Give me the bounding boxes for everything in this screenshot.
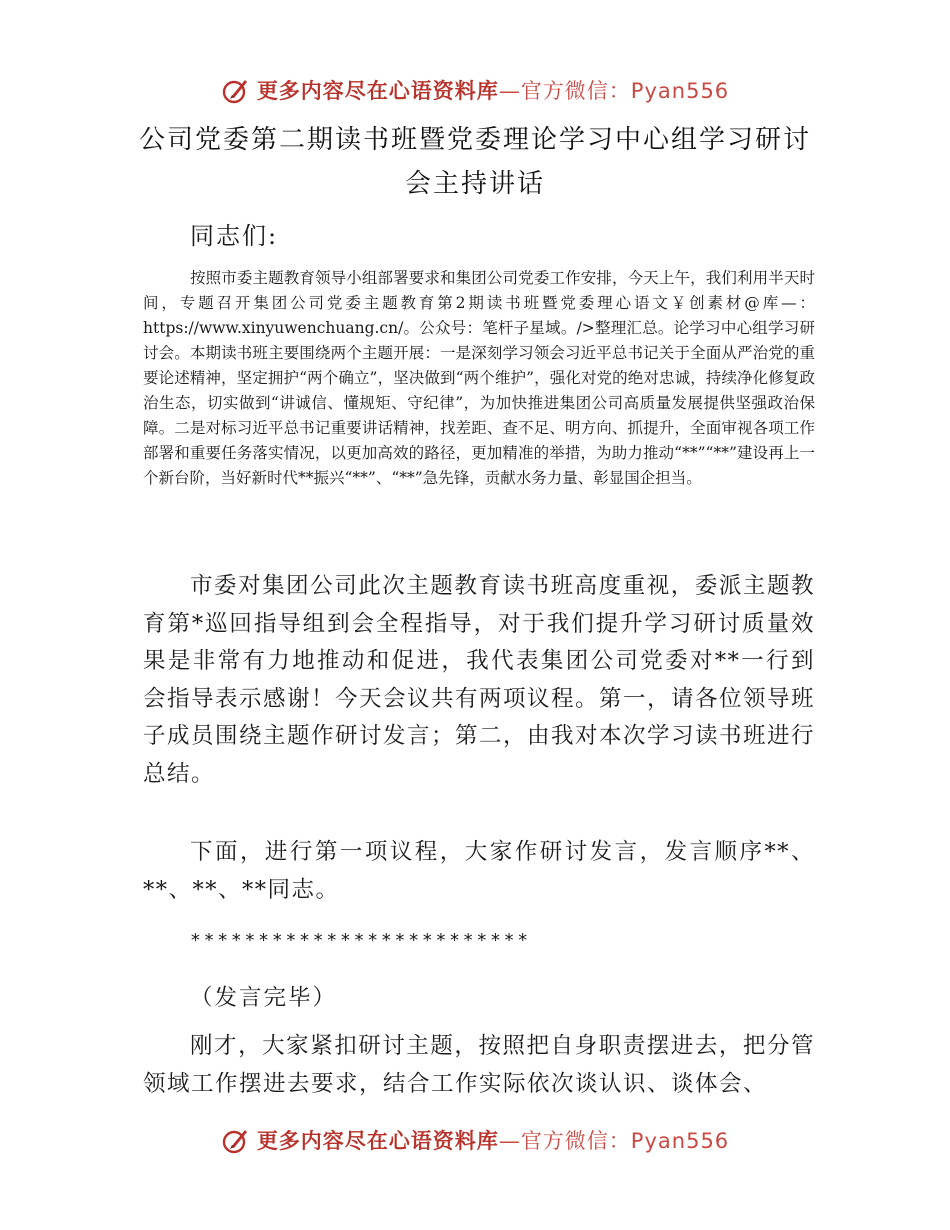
- watermark-contact-text: —官方微信：Pyan556: [498, 1129, 730, 1153]
- paragraph-intro: 按照市委主题教育领导小组部署要求和集团公司党委工作安排，今天上午，我们利用半天时间，专题召开集团公司党委主题教育第2期读书班暨党委理心语文￥创素材@库—：https://www.xinyuwenchuang.cn/。公众号：笔杆子星域。/>整理汇总。论学习中心组学习研讨会。本期读书班主要围绕两个主题开展：一是深刻学习领会习近平总书记关于全面从严治党的重要论述精神，坚定拥护“两个确立”，坚决做到“两个维护”，强化对党的绝对忠诚，持续净化修复政治生态，切实做到“讲诚信、懂规矩、守纪律”，为加快推进集团公司高质量发展提供坚强政治保障。二是对标习近平总书记重要讲话精神，找差距、查不足、明方向、抓提升，全面审视各项工作部署和重要任务落实情况，以更加高效的路径，更加精准的举措，为助力推动“**”“**”建设再上一个新台阶，当好新时代**振兴“**”、“**”急先锋，贡献水务力量、彰显国企担当。: [143, 269, 815, 487]
- separator-stars: *************************: [190, 930, 531, 951]
- watermark-contact-text: —官方微信：Pyan556: [498, 79, 730, 103]
- speech-finished-note: （发言完毕）: [190, 985, 338, 1011]
- watermark-main-text: 更多内容尽在心语资料库: [256, 79, 499, 103]
- watermark-text: [257, 75, 729, 105]
- quill-logo-icon: [221, 1125, 251, 1155]
- header-watermark-banner: [0, 70, 950, 110]
- watermark-main-text: 更多内容尽在心语资料库: [256, 1129, 499, 1153]
- paragraph-agenda-one: 下面，进行第一项议程，大家作研讨发言，发言顺序**、**、**、**同志。: [143, 839, 815, 903]
- paragraph-thanks: 市委对集团公司此次主题教育读书班高度重视，委派主题教育第*巡回指导组到会全程指导，对于我们提升学习研讨质量效果是非常有力地推动和促进，我代表集团公司党委对**一行到会指导表示感谢！今天会议共有两项议程。第一，请各位领导班子成员围绕主题作研讨发言；第二，由我对本次学习读书班进行总结。: [143, 573, 816, 787]
- salutation: 同志们:: [190, 222, 279, 250]
- footer-watermark-banner: [0, 1120, 950, 1160]
- document-title: 公司党委第二期读书班暨党委理论学习中心组学习研讨会主持讲话: [138, 125, 811, 199]
- quill-logo-icon: [221, 75, 251, 105]
- watermark-text: [257, 1125, 729, 1155]
- paragraph-summary: 刚才，大家紧扣研讨主题，按照把自身职责摆进去，把分管领域工作摆进去要求，结合工作实际依次谈认识、谈体会、: [143, 1033, 815, 1097]
